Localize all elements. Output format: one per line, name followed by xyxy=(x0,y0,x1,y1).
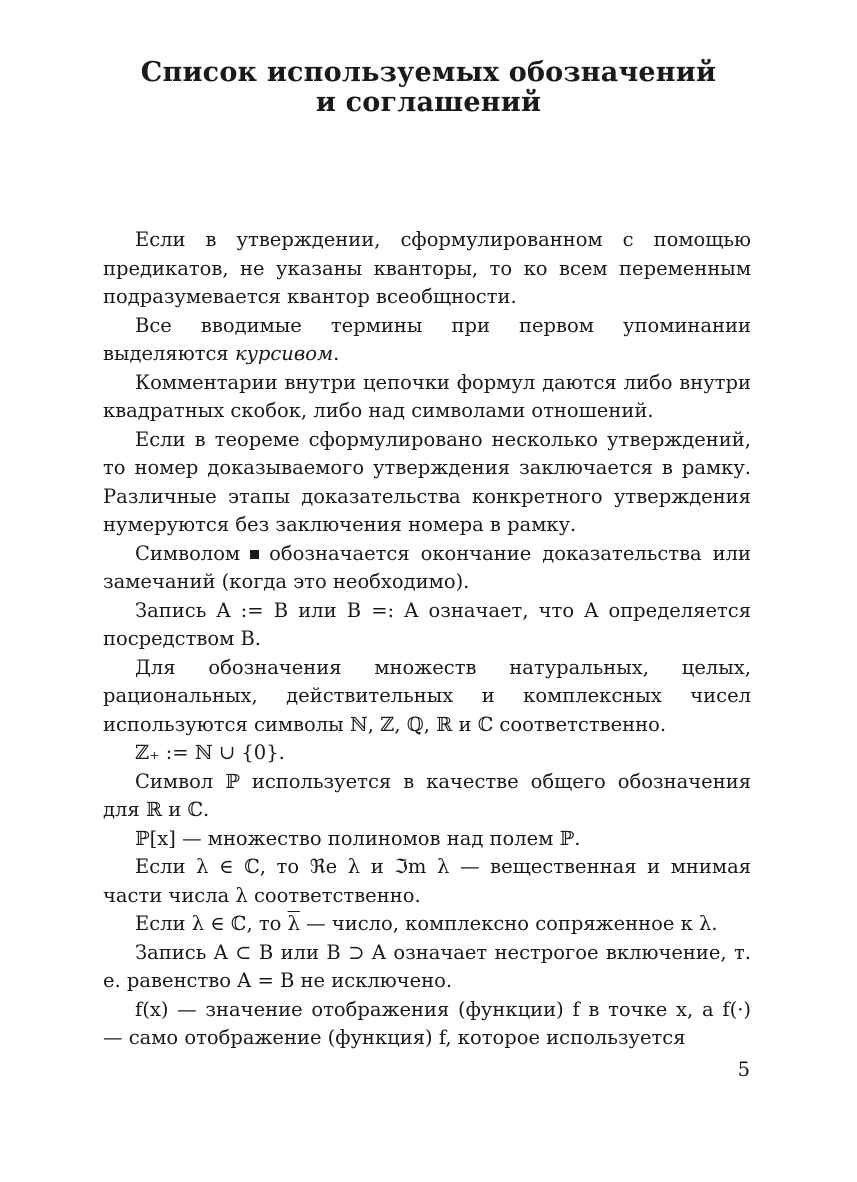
paragraph-number-sets: Для обозначения множеств натуральных, целых, рациональных, действительных и комплексных чисел используются символы ℕ, ℤ, ℚ, ℝ и ℂ соответственно. xyxy=(103,655,751,736)
title-line-1: Список используемых обозначений xyxy=(140,57,717,88)
paragraph-z-plus: ℤ₊ := ℕ ∪ {0}. xyxy=(135,741,285,764)
italic-word: курсивом xyxy=(234,342,334,365)
paragraph-quantifiers: Если в утверждении, сформулированном с помощью предикатов, не указаны кванторы, то ко всем переменным подразумевается квантор всеобщности. xyxy=(103,228,751,308)
paragraph-terms-text: Все вводимые термины при первом упоминании выделяются xyxy=(103,313,751,365)
paragraph-theorem: Если в теореме сформулировано несколько утверждений, то номер доказываемого утверждения заключается в рамку. Различные этапы доказательства конкретного утверждения нумеруются без заключения номера в рамку. xyxy=(103,427,751,536)
paragraph-p-symbol: Символ ℙ используется в качестве общего обозначения для ℝ и ℂ. xyxy=(103,769,751,821)
black-square-icon xyxy=(250,550,259,559)
lambda-conjugate: $\overline{\lambda}$ xyxy=(287,912,300,935)
title-line-2: и соглашений xyxy=(315,87,542,118)
paragraph-qed-end: обозначается окончание доказательства или замечаний (когда это необходимо). xyxy=(103,541,751,593)
paragraph-terms xyxy=(103,312,751,369)
paragraph-qed-start: Символом xyxy=(135,541,241,565)
paragraph-polynomials: ℙ[x] — множество полиномов над полем ℙ. xyxy=(135,826,581,850)
body-text xyxy=(103,226,751,1053)
page-title xyxy=(100,58,757,118)
paragraph-conjugate xyxy=(103,910,751,939)
paragraph-qed xyxy=(103,540,751,597)
paragraph-conjugate-start: Если λ ∈ ℂ, то xyxy=(135,912,282,935)
paragraph-conjugate-end: — число, комплексно сопряженное к λ. xyxy=(306,912,718,935)
paragraph-definition: Запись A := B или B =: A означает, что A определяется посредством B. xyxy=(103,598,751,650)
paragraph-re-im: Если λ ∈ ℂ, то ℜe λ и ℑm λ — вещественная и мнимая части числа λ соответственно. xyxy=(103,855,751,907)
paragraph-function: f(x) — значение отображения (функции) f в точке x, а f(·) — само отображение (функция) f, которое используется xyxy=(103,997,751,1049)
page-number: 5 xyxy=(737,1058,750,1081)
paragraph-terms-end: . xyxy=(333,342,340,365)
paragraph-inclusion: Запись A ⊂ B или B ⊃ A означает нестрогое включение, т. е. равенство A = B не исключено. xyxy=(103,940,751,992)
paragraph-comments: Комментарии внутри цепочки формул даются либо внутри квадратных скобок, либо над символами отношений. xyxy=(103,370,751,422)
